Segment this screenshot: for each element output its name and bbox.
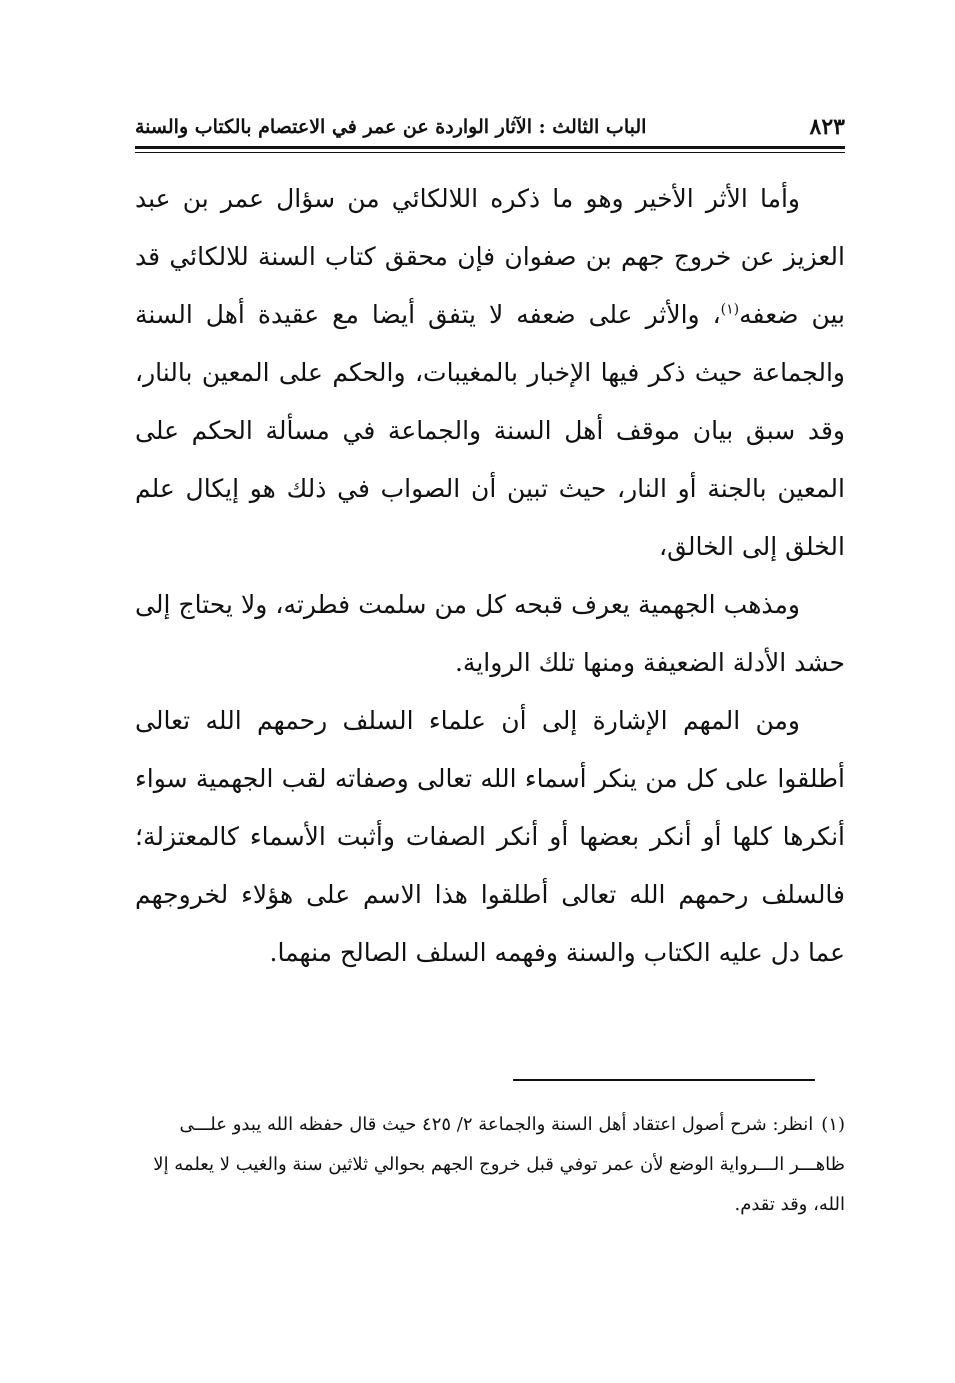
footnote-text: انظر: شرح أصول اعتقاد أهل السنة والجماعة ٢/ ٤٢٥ حيث قال حفظه الله يبدو علـــى ظاهـــر الـــرواية الوضع لأن عمر توفي قبل خروج الجهم بحوالي ثلاثين سنة والغيب لا يعلمه إلا الله، وقد تقدم. <box>153 1114 845 1215</box>
page-number: ٨٢٣ <box>809 114 845 140</box>
header-rule-thin <box>135 152 845 153</box>
chapter-title: الباب الثالث : الآثار الواردة عن عمر في الاعتصام بالكتاب والسنة <box>135 116 647 138</box>
running-header <box>135 112 845 142</box>
paragraph-1 <box>135 170 845 576</box>
paragraph-1-after: ، والأثر على ضعفه لا يتفق أيضا مع عقيدة أهل السنة والجماعة حيث ذكر فيها الإخبار بالمغيبات، والحكم على المعين بالنار، وقد سبق بيان موقف أهل السنة والجماعة في مسألة الحكم على المعين بالجنة أو النار، حيث تبين أن الصواب في ذلك هو إيكال علم الخلق إلى الخالق، <box>135 300 845 561</box>
footnote-divider <box>513 1079 815 1081</box>
paragraph-1-before: وأما الأثر الأخير وهو ما ذكره اللالكائي من سؤال عمر بن عبد العزيز عن خروج جهم بن صفوان فإن محقق كتاب السنة للالكائي قد بين ضعفه <box>135 184 845 329</box>
paragraph-3: ومن المهم الإشارة إلى أن علماء السلف رحمهم الله تعالى أطلقوا على كل من ينكر أسماء الله تعالى وصفاته لقب الجهمية سواء أنكرها كلها أو أنكر بعضها أو أنكر الصفات وأثبت الأسماء كالمعتزلة؛ فالسلف رحمهم الله تعالى أطلقوا هذا الاسم على هؤلاء لخروجهم عما دل عليه الكتاب والسنة وفهمه السلف الصالح منهما. <box>135 706 845 967</box>
header-rule-thick <box>135 146 845 149</box>
paragraph-2: ومذهب الجهمية يعرف قبحه كل من سلمت فطرته، ولا يحتاج إلى حشد الأدلة الضعيفة ومنها تلك الرواية. <box>135 590 845 677</box>
footnote <box>135 1105 845 1225</box>
footnote-reference: (١) <box>720 301 740 318</box>
body-text <box>135 170 845 982</box>
footnote-number: (١) <box>821 1114 845 1135</box>
